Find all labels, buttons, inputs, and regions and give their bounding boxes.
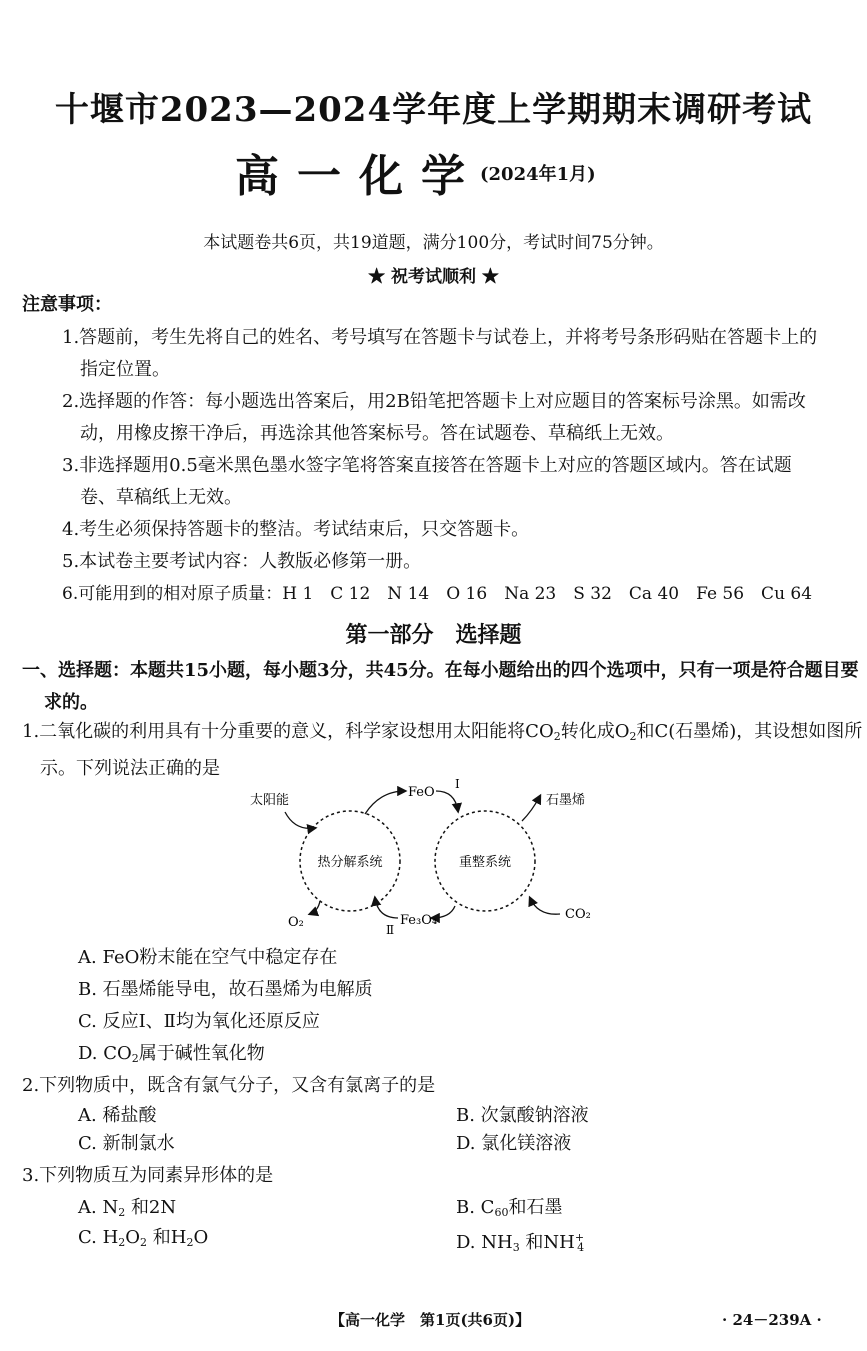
right-circle-label: 重整系统 <box>458 855 512 870</box>
option-c: C. 反应Ⅰ、Ⅱ均为氧化还原反应 <box>78 1011 320 1032</box>
left-circle-label: 热分解系统 <box>317 855 383 870</box>
good-luck-line: ★ 祝考试顺利 ★ <box>368 267 499 287</box>
question-3-stem: 3.下列物质互为同素异形体的是 <box>22 1165 274 1186</box>
notice-item: 6.可能用到的相对原子质量：H 1 C 12 N 14 O 16 Na 23 S 32 Ca 40 Fe 56 Cu 64 <box>62 584 813 604</box>
notice-item: 1.答题前，考生先将自己的姓名、考号填写在答题卡与试卷上，并将考号条形码贴在答题卡上的指定位置。 <box>62 327 818 380</box>
exam-date: (2024年1月) <box>480 164 596 185</box>
notice-heading: 注意事项： <box>22 294 112 315</box>
q2-option-a: A. 稀盐酸 <box>78 1105 157 1126</box>
notice-item: 4.考生必须保持答题卡的整洁。考试结束后，只交答题卡。 <box>62 519 530 540</box>
fe3o4-label: Fe₃O₄ <box>400 913 438 928</box>
exam-info: 本试题卷共6页，共19道题，满分100分，考试时间75分钟。 <box>203 233 664 253</box>
option-b: B. 石墨烯能导电，故石墨烯为电解质 <box>78 979 373 1000</box>
q2-option-b: B. 次氯酸钠溶液 <box>456 1105 589 1126</box>
option-a: A. FeO粉末能在空气中稳定存在 <box>78 947 338 968</box>
q2-option-d: D. 氯化镁溶液 <box>456 1133 572 1154</box>
question-1-options <box>78 942 373 1075</box>
question-1-stem: 1.二氧化碳的利用具有十分重要的意义，科学家设想用太阳能将$CO_2$转化成$O_2$和C(石墨烯)，其设想如图所示。下列说法正确的是 <box>22 721 863 779</box>
notice-item: 2.选择题的作答：每小题选出答案后，用2B铅笔把答题卡上对应题目的答案标号涂黑。如需改动，用橡皮擦干净后，再选涂其他答案标号。答在试题卷、草稿纸上无效。 <box>62 391 806 444</box>
part-title: 第一部分 选择题 <box>345 622 522 648</box>
sun-label: 太阳能 <box>250 793 290 808</box>
notice-list <box>62 322 822 610</box>
co2-label: CO₂ <box>565 907 591 922</box>
q3-option-a: A. $N_2$ 和2N <box>78 1197 177 1219</box>
reaction-2-label: Ⅱ <box>386 923 395 936</box>
o2-label: O₂ <box>288 915 304 930</box>
paper-code: · 24－239A · <box>722 1311 822 1329</box>
q3-option-d: D. $NH_3$ 和$NH^+_4$ <box>456 1231 585 1254</box>
option-d: D. $CO_2$属于碱性氧化物 <box>78 1043 265 1065</box>
notice-item: 5.本试卷主要考试内容：人教版必修第一册。 <box>62 551 422 572</box>
q2-option-c: C. 新制氯水 <box>78 1133 175 1154</box>
q3-option-b: B. $C_{60}$和石墨 <box>456 1197 563 1219</box>
page-footer: 【高一化学 第1页(共6页)】 <box>330 1311 531 1329</box>
subject-title: 高一化学 <box>235 151 483 202</box>
reaction-1-label: Ⅰ <box>455 777 460 791</box>
section-instructions: 一、选择题：本题共15小题，每小题3分，共45分。在每小题给出的四个选项中，只有一项是符合题目要求的。 <box>22 660 859 713</box>
notice-item: 3.非选择题用0.5毫米黑色墨水签字笔将答案直接答在答题卡上对应的答题区域内。答在试题卷、草稿纸上无效。 <box>62 455 792 508</box>
graphene-label: 石墨烯 <box>546 793 586 808</box>
question-2-stem: 2.下列物质中，既含有氯气分子，又含有氯离子的是 <box>22 1075 436 1096</box>
feo-label: FeO <box>408 785 435 800</box>
q1-cycle-diagram <box>240 776 620 936</box>
exam-title: 十堰市2023—2024学年度上学期期末调研考试 <box>54 90 813 130</box>
q3-option-c: C. $H_2O_2$ 和$H_2O$ <box>78 1227 209 1249</box>
